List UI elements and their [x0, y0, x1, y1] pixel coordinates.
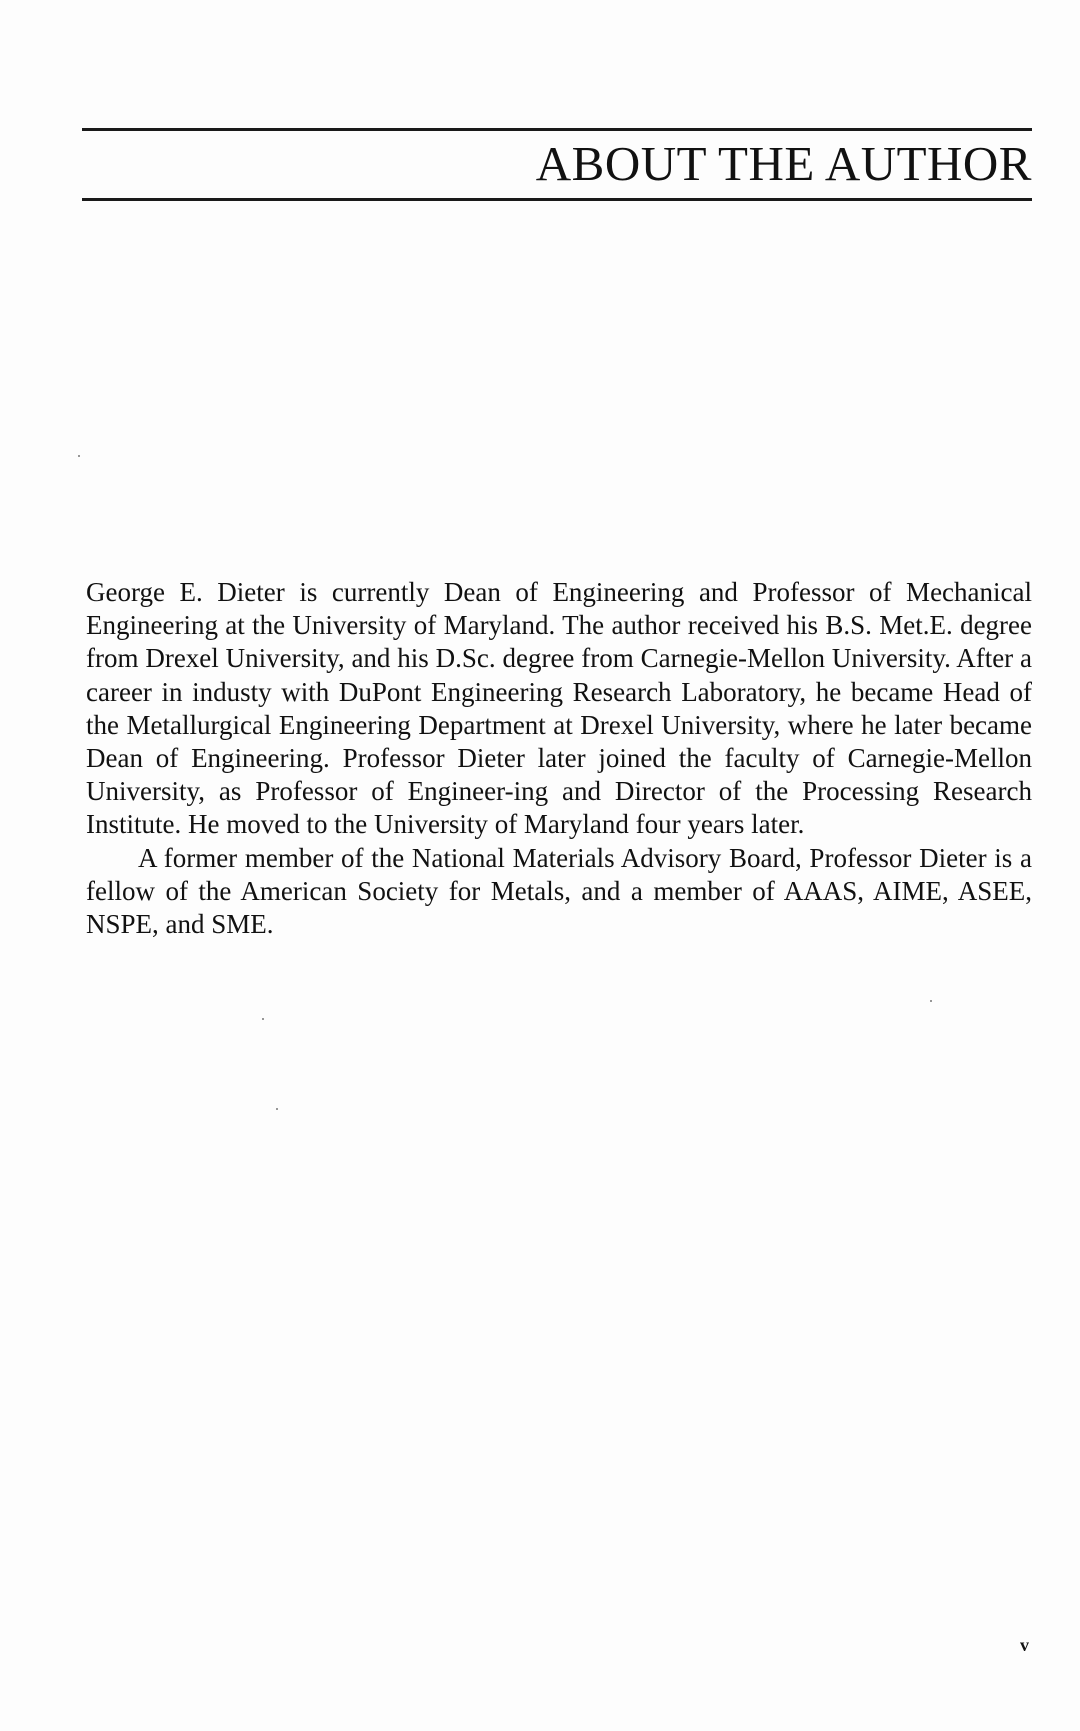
heading-bottom-rule	[82, 198, 1032, 201]
text-line: Dieter is a fellow of the American Society for Metals, and a member of AAAS,	[86, 842, 1033, 906]
text-line: Mellon University. After a career in industy with DuPont Engineering Research	[86, 643, 1032, 707]
heading-top-rule	[82, 128, 1032, 131]
text-line: later joined the faculty of Carnegie-Mellon University, as Professor of Engineer-	[86, 743, 1033, 807]
paper-speck	[78, 455, 80, 457]
biography-paragraph-2	[86, 842, 1032, 942]
text-line: Drexel University, where he later became Dean of Engineering. Professor Dieter	[86, 709, 1033, 774]
author-biography	[86, 576, 1032, 941]
text-line: Laboratory, he became Head of the Metallurgical Engineering Department at	[86, 676, 1032, 740]
page-title: ABOUT THE AUTHOR	[535, 136, 1032, 191]
text-line: Engineering at the University of Maryland. The author received his B.S.	[86, 610, 872, 641]
paper-speck	[930, 1000, 932, 1002]
text-line: of Maryland four years later.	[494, 809, 805, 840]
biography-paragraph-1	[86, 576, 1032, 842]
page-number: v	[1020, 1635, 1029, 1655]
text-line: A former member of the National Materials Advisory Board, Professor	[138, 842, 912, 873]
paper-speck	[276, 1108, 278, 1110]
text-line: Met.E. degree from Drexel University, and his D.Sc. degree from Carnegie-	[86, 610, 1033, 674]
text-line: George E. Dieter is currently Dean of Engineering and Professor of Mechanical	[86, 577, 1032, 607]
text-line: ing and Director of the Processing Research Institute. He moved to the University	[86, 776, 1032, 840]
text-line: AIME, ASEE, NSPE, and SME.	[86, 875, 1033, 940]
paper-speck	[262, 1018, 264, 1020]
